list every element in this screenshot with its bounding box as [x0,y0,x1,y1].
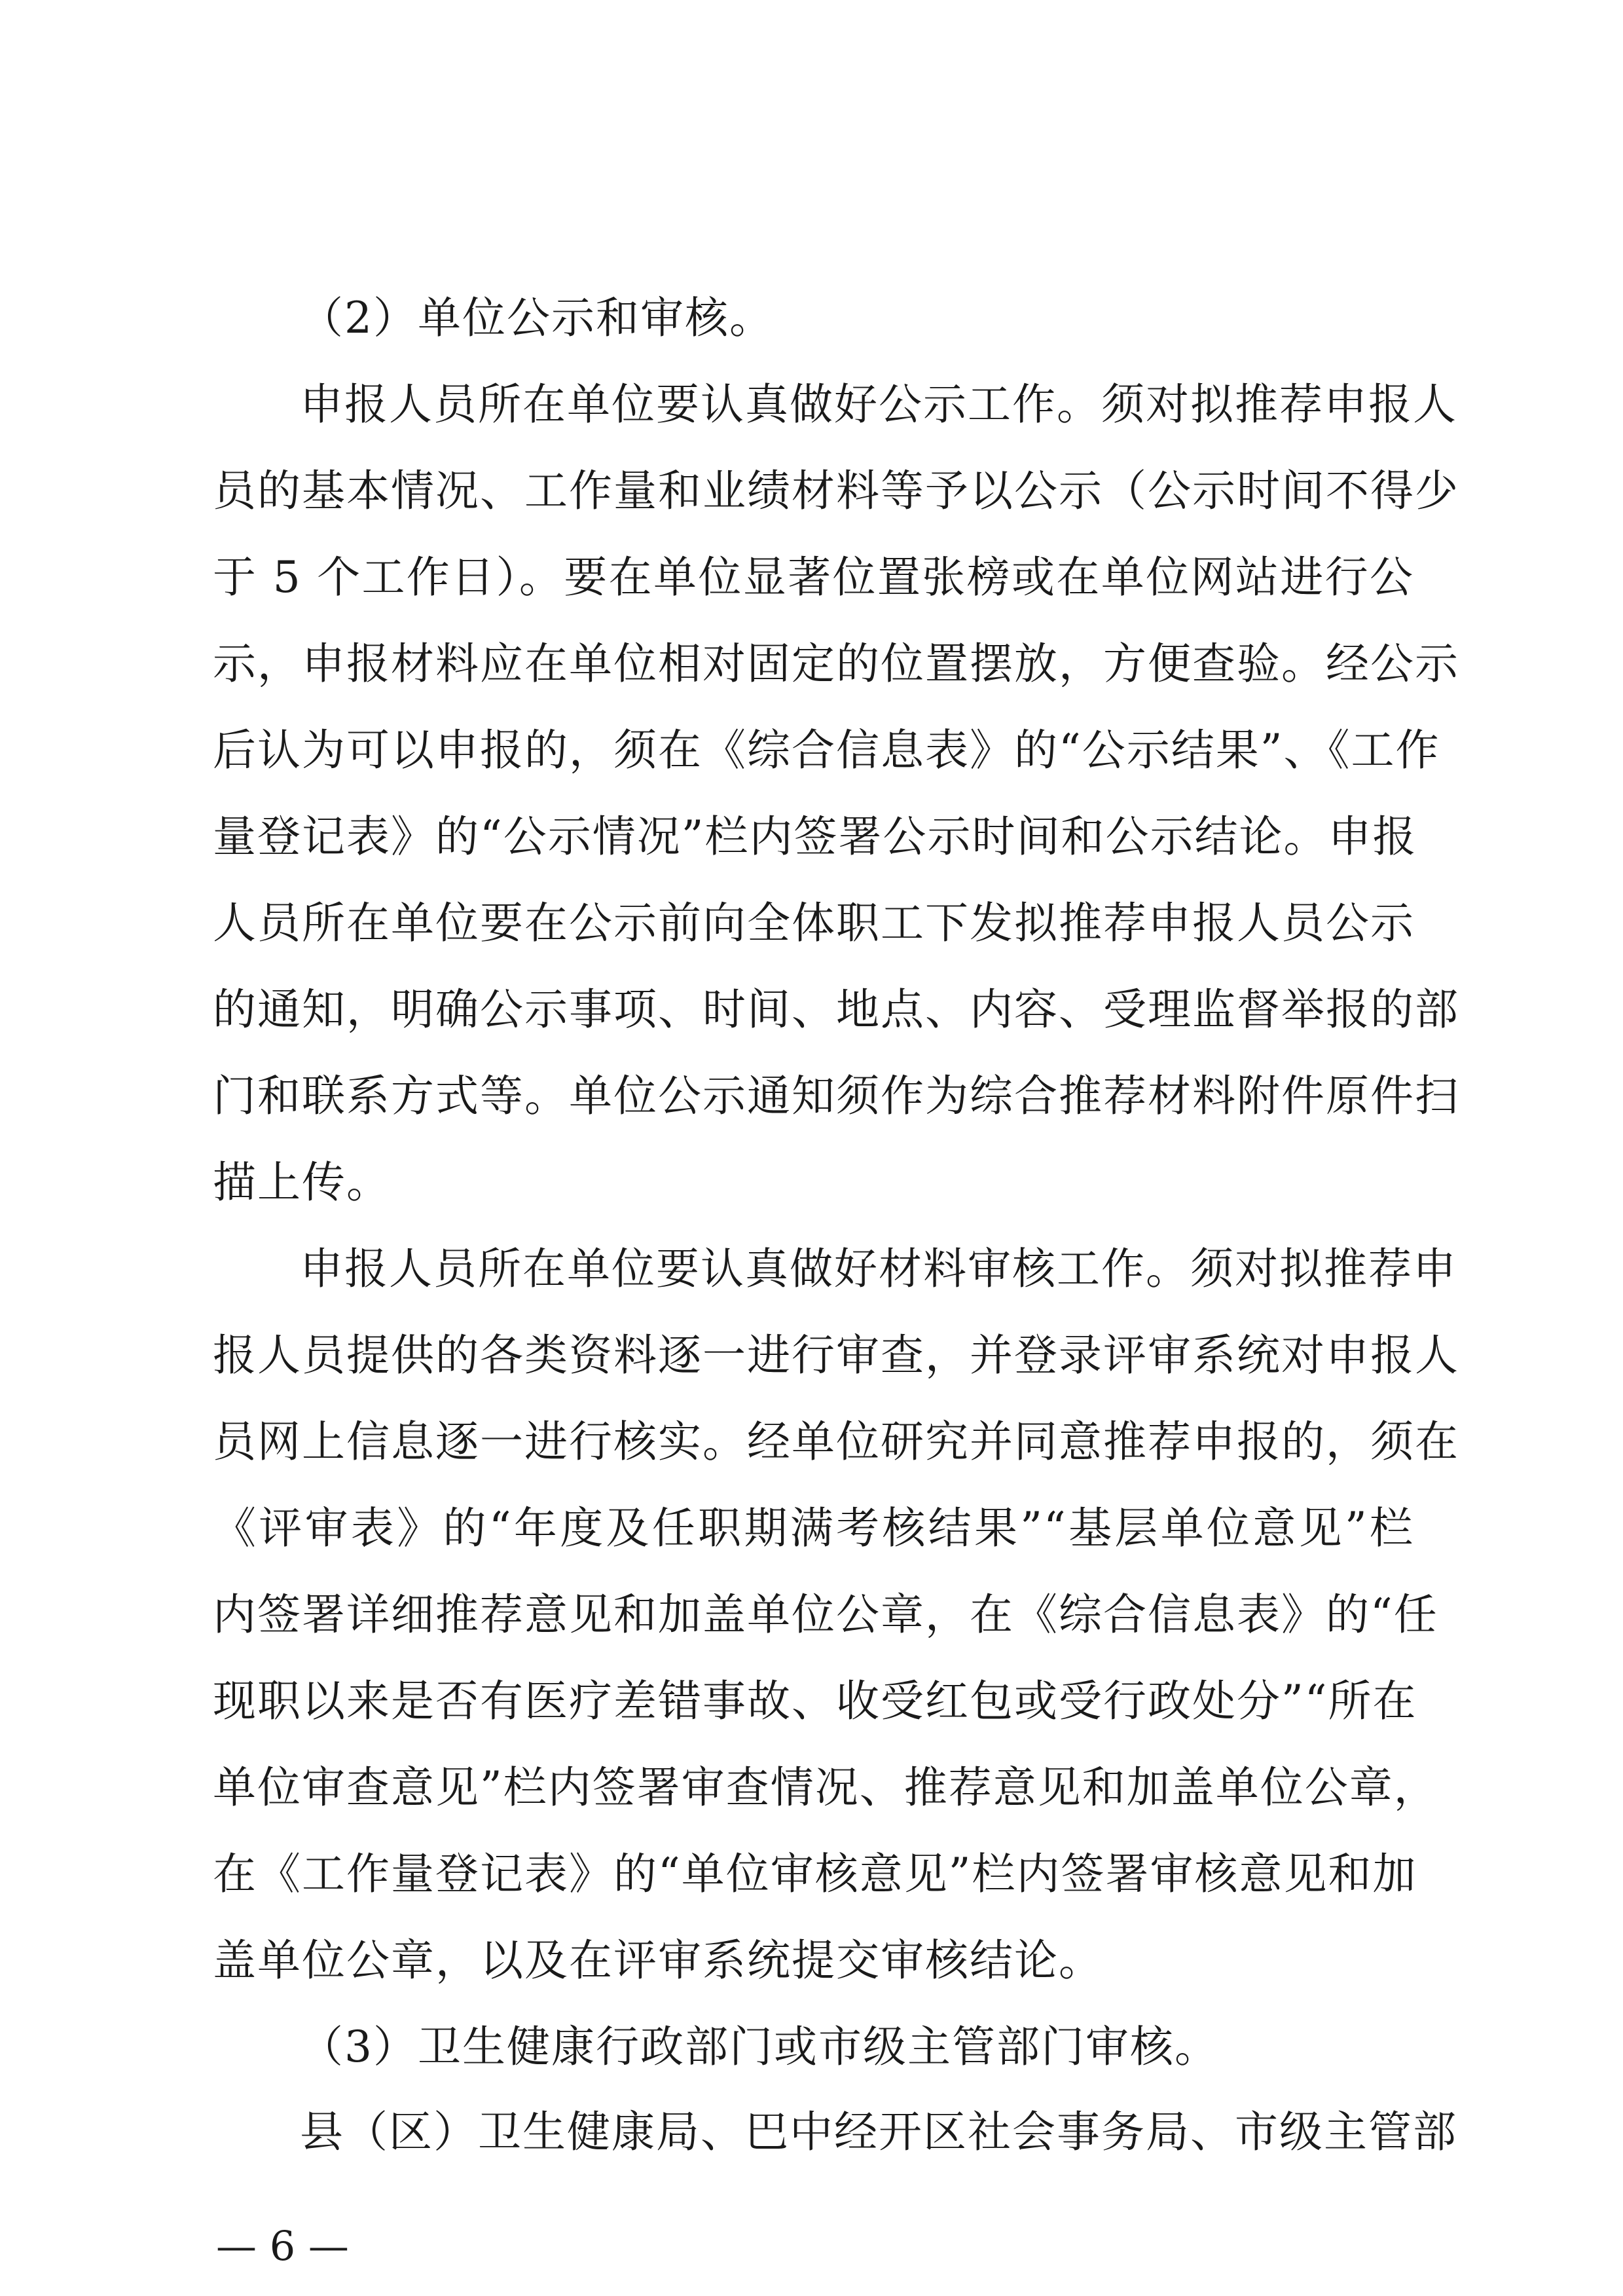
paragraph-line: 员的基本情况、工作量和业绩材料等予以公示（公示时间不得少 [213,466,1459,516]
page-number: — 6 — [216,2222,349,2270]
paragraph-line: 后认为可以申报的，须在《综合信息表》的“公示结果”、《工作 [213,725,1440,775]
paragraph-line: 的通知，明确公示事项、时间、地点、内容、受理监督举报的部 [213,984,1459,1035]
paragraph-line: 县（区）卫生健康局、巴中经开区社会事务局、市级主管部 [300,2107,1457,2157]
paragraph-line: 现职以来是否有医疗差错事故、收受红包或受行政处分”“所在 [213,1676,1417,1726]
section-heading-2: （2）单位公示和审核。 [300,293,774,343]
paragraph-line: 单位审查意见”栏内签署审查情况、推荐意见和加盖单位公章， [213,1762,1438,1813]
paragraph-line: 申报人员所在单位要认真做好材料审核工作。须对拟推荐申 [300,1244,1457,1294]
paragraph-line: 于 5 个工作日）。要在单位显著位置张榜或在单位网站进行公 [213,552,1414,602]
paragraph-line: 员网上信息逐一进行核实。经单位研究并同意推荐申报的，须在 [213,1416,1459,1467]
paragraph-line: 申报人员所在单位要认真做好公示工作。须对拟推荐申报人 [300,379,1457,430]
section-heading-3: （3）卫生健康行政部门或市级主管部门审核。 [300,2022,1219,2072]
paragraph-line: 描上传。 [213,1157,391,1208]
paragraph-line: 在《工作量登记表》的“单位审核意见”栏内签署审核意见和加 [213,1849,1417,1899]
paragraph-line: 示，申报材料应在单位相对固定的位置摆放，方便查验。经公示 [213,639,1459,689]
paragraph-line: 门和联系方式等。单位公示通知须作为综合推荐材料附件原件扫 [213,1071,1459,1121]
paragraph-line: 盖单位公章，以及在评审系统提交审核结论。 [213,1935,1103,1986]
paragraph-line: 内签署详细推荐意见和加盖单位公章，在《综合信息表》的“任 [213,1589,1438,1640]
paragraph-line: 报人员提供的各类资料逐一进行审查，并登录评审系统对申报人 [213,1330,1459,1380]
paragraph-line: 《评审表》的“年度及任职期满考核结果”“基层单位意见”栏 [213,1503,1414,1553]
paragraph-line: 人员所在单位要在公示前向全体职工下发拟推荐申报人员公示 [213,898,1415,948]
paragraph-line: 量登记表》的“公示情况”栏内签署公示时间和公示结论。申报 [213,811,1417,862]
